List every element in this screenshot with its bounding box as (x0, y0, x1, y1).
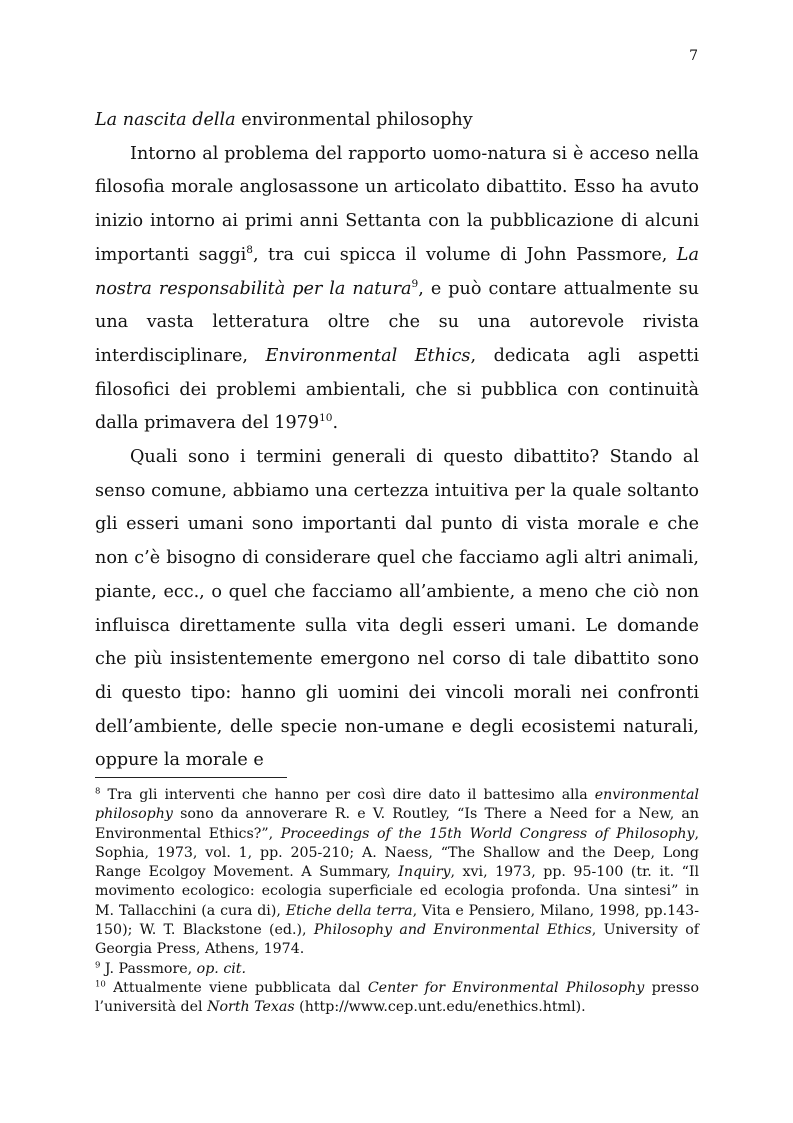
fn10-italic-2: North Texas (207, 999, 295, 1016)
p1-italic-journal: Environmental Ethics (265, 345, 471, 366)
footnote-8 (95, 786, 699, 960)
fn10-text-2: presso l’università del (95, 979, 700, 1016)
section-heading (95, 104, 699, 138)
fn8-text-2: sono da annoverare R. e V. Routley, “Is There a Need for a New, an Environmental Ethics?”, (95, 806, 699, 842)
heading-italic: La nascita della (95, 110, 236, 130)
fn8-text-4: , xvi, 1973, pp. 95-100 (tr. it. “Il movimento ecologico: ecologia superficiale ed ecologia profonda. Una sintesi” in M. Tallacchini (a cura di), (95, 864, 699, 919)
fn8-text-1: Tra gli interventi che hanno per così dire dato il battesimo alla (100, 787, 595, 803)
footnote-divider (95, 777, 287, 778)
fn8-italic-4: Etiche della terra (285, 902, 413, 919)
paragraph-1 (95, 138, 699, 441)
footnote-9 (95, 960, 699, 979)
fn8-text-3: , Sophia, 1973, vol. 1, pp. 205-210; A. Naess, “The Shallow and the Deep, Long Range Ecolgoy Movement. A Summary, (95, 825, 699, 881)
fn9-text-1: J. Passmore, (100, 960, 197, 977)
main-text (95, 104, 699, 778)
footnote-number: 10 (95, 979, 106, 990)
footnotes (95, 786, 699, 1018)
heading-rest: environmental philosophy (235, 110, 473, 130)
fn8-italic-5: Philosophy and Environmental Ethics (313, 922, 592, 939)
footnote-ref-9[interactable]: 9 (411, 277, 419, 290)
fn10-text-1: Attualmente viene pubblicata dal (105, 979, 368, 996)
p1-text-4: , dedicata agli aspetti filosofici dei problemi ambientali, che si pubblica con continuità dalla primavera del 1979 (95, 345, 699, 434)
footnote-number: 8 (95, 786, 101, 797)
p1-italic-title: La nostra responsabilità per la natura (95, 244, 699, 299)
p1-text-3: , e può contare attualmente su una vasta letteratura oltre che su una autorevole rivista interdisciplinare, (95, 278, 699, 366)
fn10-text-3: (http://www.cep.unt.edu/enethics.html). (294, 999, 586, 1016)
footnote-10 (95, 979, 699, 1018)
footnote-ref-8[interactable]: 8 (246, 243, 253, 256)
fn8-italic-2: Proceedings of the 15th World Congress of Philosophy (280, 825, 695, 842)
footnote-number: 9 (95, 959, 101, 970)
p1-text-1: Intorno al problema del rapporto uomo-natura si è acceso nella filosofia morale anglosassone un articolato dibattito. Esso ha avuto inizio intorno ai primi anni Settanta con la pubblicazione di alcuni importanti saggi (95, 143, 699, 265)
page-number: 7 (689, 48, 698, 64)
p1-text-5: . (332, 413, 339, 434)
paragraph-2: Quali sono i termini generali di questo dibattito? Stando al senso comune, abbiamo una certezza intuitiva per la quale soltanto gli esseri umani sono importanti dal punto di vista morale e che non c’è bisogno di considerare quel che facciamo agli altri animali, piante, ecc., o quel che facciamo all’ambiente, a meno che ciò non influisca direttamente sulla vita degli esseri umani. Le domande che più insistentemente emergono nel corso di tale dibattito sono di questo tipo: hanno gli uomini dei vincoli morali nei confronti dell’ambiente, delle specie non-umane e degli ecosistemi naturali, oppure la morale e (95, 447, 699, 771)
fn9-italic-1: op. cit. (196, 960, 247, 977)
fn8-italic-1: environmental philosophy (95, 787, 699, 823)
p1-text-2: , tra cui spicca il volume di John Passmore, (253, 244, 677, 265)
fn8-text-6: , University of Georgia Press, Athens, 1974. (95, 922, 699, 958)
fn8-italic-3: Inquiry (398, 864, 451, 881)
fn8-text-5: , Vita e Pensiero, Milano, 1998, pp.143-150); W. T. Blackstone (ed.), (95, 902, 699, 939)
fn10-italic-1: Center for Environmental Philosophy (367, 979, 645, 996)
footnote-ref-10[interactable]: 10 (319, 412, 333, 425)
